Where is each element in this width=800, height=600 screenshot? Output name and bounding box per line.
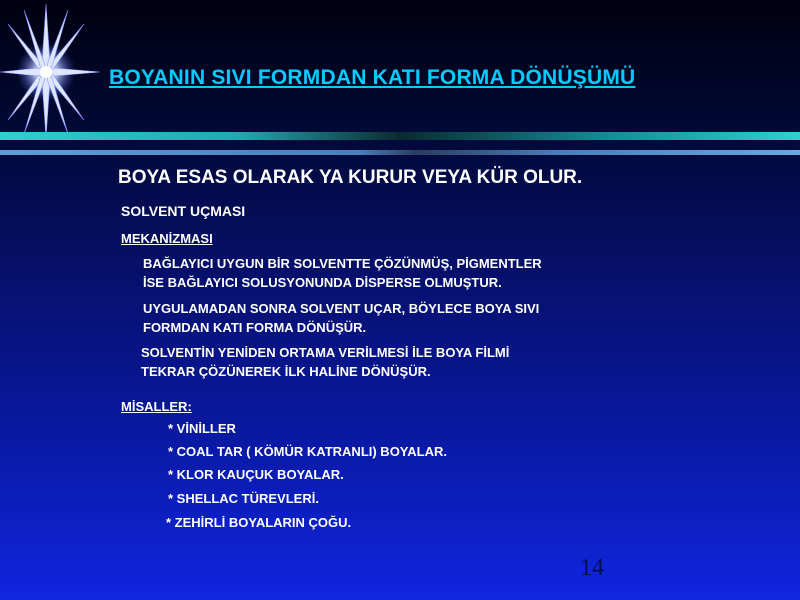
sparkle-star-icon: [0, 0, 100, 140]
paragraph-line: UYGULAMADAN SONRA SOLVENT UÇAR, BÖYLECE BOYA SIVI: [143, 301, 540, 316]
example-item: * SHELLAC TÜREVLERİ.: [168, 491, 319, 506]
mechanism-paragraph: [141, 343, 509, 381]
paragraph-line: BAĞLAYICI UYGUN BİR SOLVENTTE ÇÖZÜNMÜŞ, PİGMENTLER: [143, 256, 542, 271]
example-item: * VİNİLLER: [168, 421, 236, 436]
paragraph-line: FORMDAN KATI FORMA DÖNÜŞÜR.: [143, 320, 367, 335]
paragraph-line: TEKRAR ÇÖZÜNEREK İLK HALİNE DÖNÜŞÜR.: [141, 364, 431, 379]
example-item: * KLOR KAUÇUK BOYALAR.: [168, 467, 344, 482]
title-divider-thin-bar: [0, 150, 800, 155]
example-item: * COAL TAR ( KÖMÜR KATRANLI) BOYALAR.: [168, 444, 448, 459]
mechanism-paragraph: [143, 299, 539, 337]
paragraph-line: İSE BAĞLAYICI SOLUSYONUNDA DİSPERSE OLMUŞTUR.: [143, 275, 502, 290]
title-divider-bar: [0, 132, 800, 140]
paragraph-line: SOLVENTİN YENİDEN ORTAMA VERİLMESİ İLE BOYA FİLMİ: [141, 345, 510, 360]
page-number: 14: [580, 555, 604, 581]
section-subheading: SOLVENT UÇMASI: [121, 203, 246, 219]
mechanism-paragraph: [143, 254, 542, 292]
example-item: * ZEHİRLİ BOYALARIN ÇOĞU.: [166, 515, 352, 530]
slide-title: BOYANIN SIVI FORMDAN KATI FORMA DÖNÜŞÜMÜ: [109, 66, 636, 89]
mechanism-label: MEKANİZMASI: [121, 231, 213, 246]
slide-heading: BOYA ESAS OLARAK YA KURUR VEYA KÜR OLUR.: [118, 167, 583, 188]
examples-label: MİSALLER:: [121, 399, 192, 414]
